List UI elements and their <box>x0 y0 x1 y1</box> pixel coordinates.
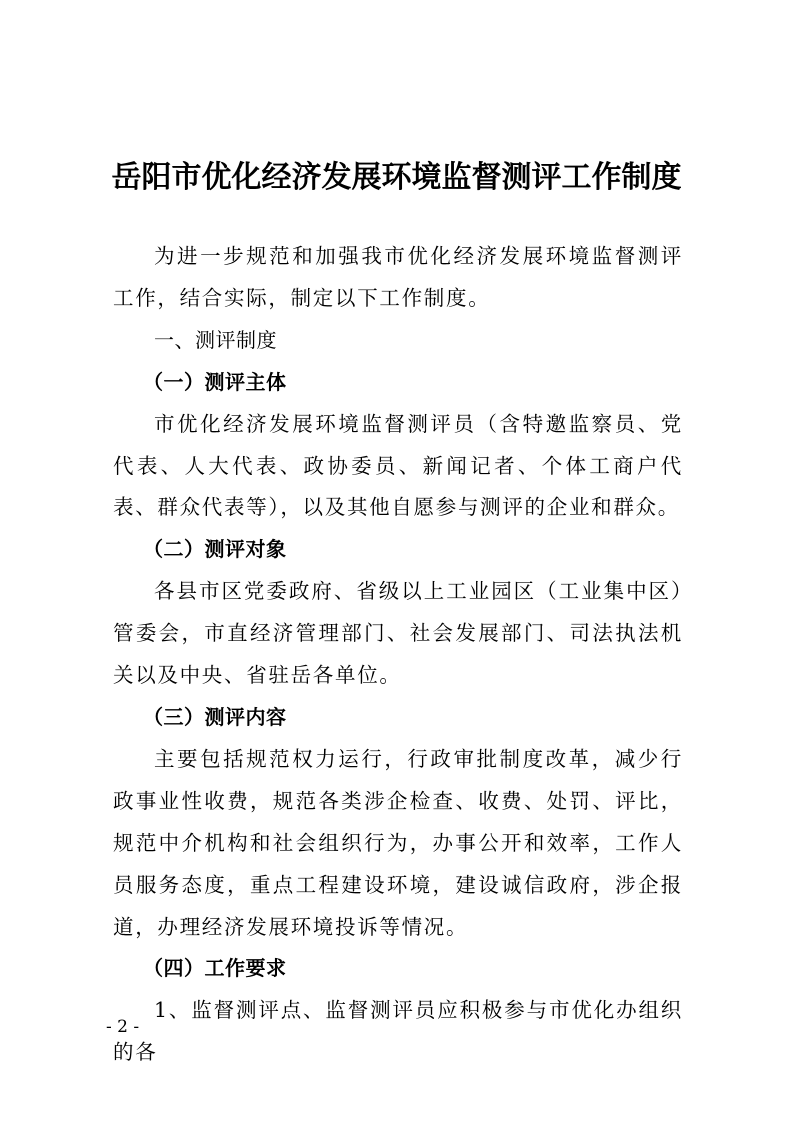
page-number: - 2 - <box>106 1017 140 1037</box>
subheading-evaluation-object: （二）测评对象 <box>143 537 287 562</box>
subheading-work-requirements: （四）工作要求 <box>143 956 287 981</box>
subheading-evaluation-subject: （一）测评主体 <box>143 369 287 394</box>
paragraph-evaluation-object: 各县市区党委政府、省级以上工业园区（工业集中区）管委会，市直经济管理部门、社会发展部门、司法执法机关以及中央、省驻岳各单位。 <box>113 579 683 688</box>
document-body <box>113 236 683 1074</box>
document-title: 岳阳市优化经济发展环境监督测评工作制度 <box>111 160 682 195</box>
subheading-evaluation-content: （三）测评内容 <box>143 704 287 729</box>
intro-paragraph: 为进一步规范和加强我市优化经济发展环境监督测评工作，结合实际，制定以下工作制度。 <box>113 244 683 310</box>
paragraph-evaluation-subject: 市优化经济发展环境监督测评员（含特邀监察员、党代表、人大代表、政协委员、新闻记者、个体工商户代表、群众代表等），以及其他自愿参与测评的企业和群众。 <box>113 411 683 520</box>
section-heading-evaluation-system: 一、测评制度 <box>154 327 277 352</box>
paragraph-evaluation-content: 主要包括规范权力运行，行政审批制度改革，减少行政事业性收费，规范各类涉企检查、收费、处罚、评比，规范中介机构和社会组织行为，办事公开和效率，工作人员服务态度，重点工程建设环境，建设诚信政府，涉企报道，办理经济发展环境投诉等情况。 <box>113 746 683 939</box>
paragraph-requirement-item-1: 1、监督测评点、监督测评员应积极参与市优化办组织的各 <box>113 998 683 1065</box>
